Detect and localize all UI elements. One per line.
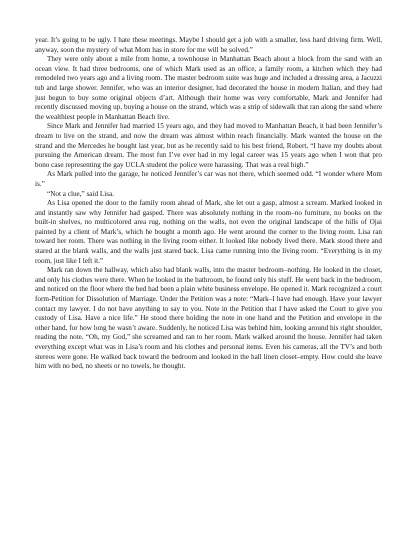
paragraph: As Lisa opened the door to the family room ahead of Mark, she let out a gasp, almost a scream. Marked looked in and instantly saw why Jennifer had gasped. There was absolutely nothing in the room–no furniture, no books on the built-in shelves, no multicolored area rug, nothing on the walls, not even the original landscape of the hills of Ojai painted by a client of Mark’s, which he bought a month ago. He went around the corner to the living room. Lisa ran toward her room. There was nothing in the living room either. It looked like nobody lived there. Mark stood there and stared at the blank walls, and the walls just stared back. Lisa came running into the living room. “Everything is in my room, just like I left it.” (35, 199, 382, 265)
paragraph: As Mark pulled into the garage, he noticed Jennifer’s car was not there, which seemed odd. “I wonder where Mom is.” (35, 170, 382, 188)
paragraph: Since Mark and Jennifer had married 15 years ago, and they had moved to Manhattan Beach, it had been Jennifer’s dream to live on the strand, and now the dream was almost within reach financially. Mark wanted the house on the strand and the Mercedes he bought last year, but as he recently said to his best friend, Robert, “I have my doubts about pursuing the American dream. The most fun I’ve ever had in my legal career was 15 years ago when I won that pro bono case representing the gay UCLA student the police were harassing. That was a real high.” (35, 122, 382, 169)
paragraph: “Not a clue,” said Lisa. (47, 189, 115, 198)
paragraph: Mark ran down the hallway, which also had blank walls, into the master bedroom–nothing. He looked in the closet, and only his clothes were there. When he looked in the bathroom, he found only his stuff. He went back in the bedroom, and noticed on the floor where the bed had been a plain white business envelope. He opened it. Mark recognized a court form-Petition for Dissolution of Marriage. Under the Petition was a note: “Mark–I have had enough. Have your lawyer contact my lawyer. I do not have anything to say to you. Note in the Petition that I have asked the Court to give you custody of Lisa. Have a nice life.” He stood there holding the note in one hand and the Petition and envelope in the other hand, for how long he wasn’t aware. Suddenly, he noticed Lisa was behind him, looking around his right shoulder, reading the note. “Oh, my God,” she screamed and ran to her room. Mark walked around the house. Jennifer had taken everything except what was in Lisa’s room and his clothes and personal items. Even his cameras, all the TV’s and both stereos were gone. He walked back toward the bedroom and looked in the hall linen closet–empty. How could she leave him with no bed, no sheets or no towels, he thought. (35, 266, 382, 371)
paragraph: year. It’s going to be ugly. I hate these meetings. Maybe I should get a job with a smaller, less hard driving firm. Well, anyway, soon the mystery of what Mom has in store for me will be solved.” (35, 36, 382, 54)
paragraph: They were only about a mile from home, a townhouse in Manhattan Beach about a block from the sand with an ocean view. It had three bedrooms, one of which Mark used as an office, a family room, a kitchen which they had remodeled two years ago and a living room. The master bedroom suite was huge and included a dressing area, a Jacuzzi tub and large shower. Jennifer, who was an interior designer, had decorated the house in modern Italian, and they had just begun to buy some original objects d’art. Although their home was very comfortable, Mark and Jennifer had recently discussed moving up, buying a house on the strand, which was a strip of sidewalk that ran along the sand where the wealthiest people in Manhattan Beach live. (35, 55, 382, 121)
document-page (35, 36, 382, 372)
